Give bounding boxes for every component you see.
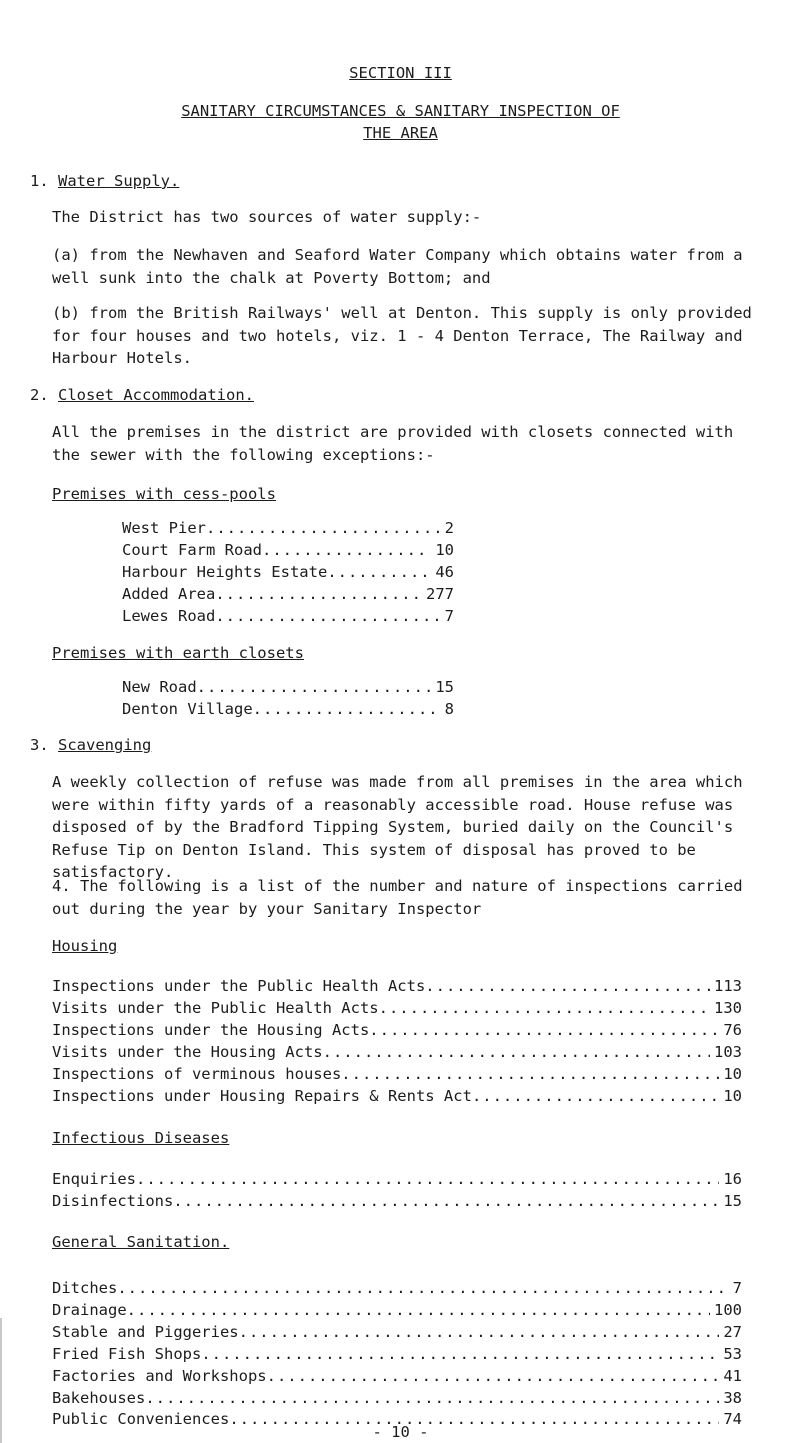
housing-item: Visits under the Public Health Acts ..... 130 [52,999,742,1018]
sanitation-item: Ditches ..... 7 [52,1279,742,1298]
scan-edge-mark [0,1318,2,1443]
housing-item: Inspections under the Public Health Acts ..... 113 [52,977,742,996]
infectious-item: Enquiries ..... 16 [52,1170,742,1189]
sanitation-item: Stable and Piggeries ..... 27 [52,1323,742,1342]
water-supply-number: 1. [30,172,49,190]
housing-item: Inspections under the Housing Acts ..... 76 [52,1021,742,1040]
page-number: - 10 - [372,1423,429,1441]
cess-pools-heading: Premises with cess-pools [52,485,276,503]
scavenging-text: A weekly collection of refuse was made from all premises in the area which were within fifty yards of a reasonably accessible road. House refuse was disposed of by the Bradford Tipping System, buried daily on the Council's Refuse Tip on Denton Island. This system of disposal has proved to be satisfactory. [52,773,743,881]
water-supply-intro: The District has two sources of water supply:- [52,208,482,226]
inspections-intro-text: The following is a list of the number and nature of inspections carried out during the year by your Sanitary Inspector [52,877,743,918]
sanitation-item: Public Conveniences ..... 74 [52,1410,742,1429]
sanitation-item: Factories and Workshops ..... 41 [52,1367,742,1386]
scavenging-number: 3. [30,736,49,754]
infectious-diseases-heading: Infectious Diseases [52,1129,230,1147]
cess-item: Lewes Road ..... 7 [122,607,454,626]
infectious-item: Disinfections ..... 15 [52,1192,742,1211]
housing-item: Inspections of verminous houses ..... 10 [52,1065,742,1084]
housing-heading: Housing [52,937,118,955]
housing-item: Visits under the Housing Acts ..... 103 [52,1043,742,1062]
water-supply-source-a: (a) from the Newhaven and Seaford Water Company which obtains water from a well sunk into the chalk at Poverty Bottom; and [52,246,743,287]
scavenging-heading [30,736,151,755]
general-sanitation-heading: General Sanitation. [52,1233,230,1251]
inspections-number: 4. [52,877,71,895]
earth-closets-heading: Premises with earth closets [52,644,304,662]
cess-item: Added Area ..... 277 [122,585,454,604]
closet-number: 2. [30,386,49,404]
inspections-intro [52,875,777,920]
closet-text: All the premises in the district are provided with closets connected with the sewer with the following exceptions:- [52,423,734,464]
closet-title: Closet Accommodation. [58,386,254,404]
scavenging-title: Scavenging [58,736,152,754]
cess-item: West Pier ..... 2 [122,519,454,538]
section-heading: SECTION III [349,64,452,82]
title-line-1: SANITARY CIRCUMSTANCES & SANITARY INSPECTION OF [181,102,620,120]
earth-item: Denton Village ..... 8 [122,700,454,719]
sanitation-item: Bakehouses ..... 38 [52,1389,742,1408]
cess-item: Court Farm Road ..... 10 [122,541,454,560]
water-supply-heading [30,172,179,191]
title-line-2: THE AREA [363,124,438,142]
water-supply-title: Water Supply. [58,172,180,190]
water-supply-source-b: (b) from the British Railways' well at Denton. This supply is only provided for four houses and two hotels, viz. 1 - 4 Denton Terrace, The Railway and Harbour Hotels. [52,304,752,367]
earth-item: New Road ..... 15 [122,678,454,697]
closet-heading [30,386,254,405]
sanitation-item: Drainage ..... 100 [52,1301,742,1320]
housing-item: Inspections under Housing Repairs & Rents Act ..... 10 [52,1087,742,1106]
sanitation-item: Fried Fish Shops ..... 53 [52,1345,742,1364]
cess-item: Harbour Heights Estate ..... 46 [122,563,454,582]
